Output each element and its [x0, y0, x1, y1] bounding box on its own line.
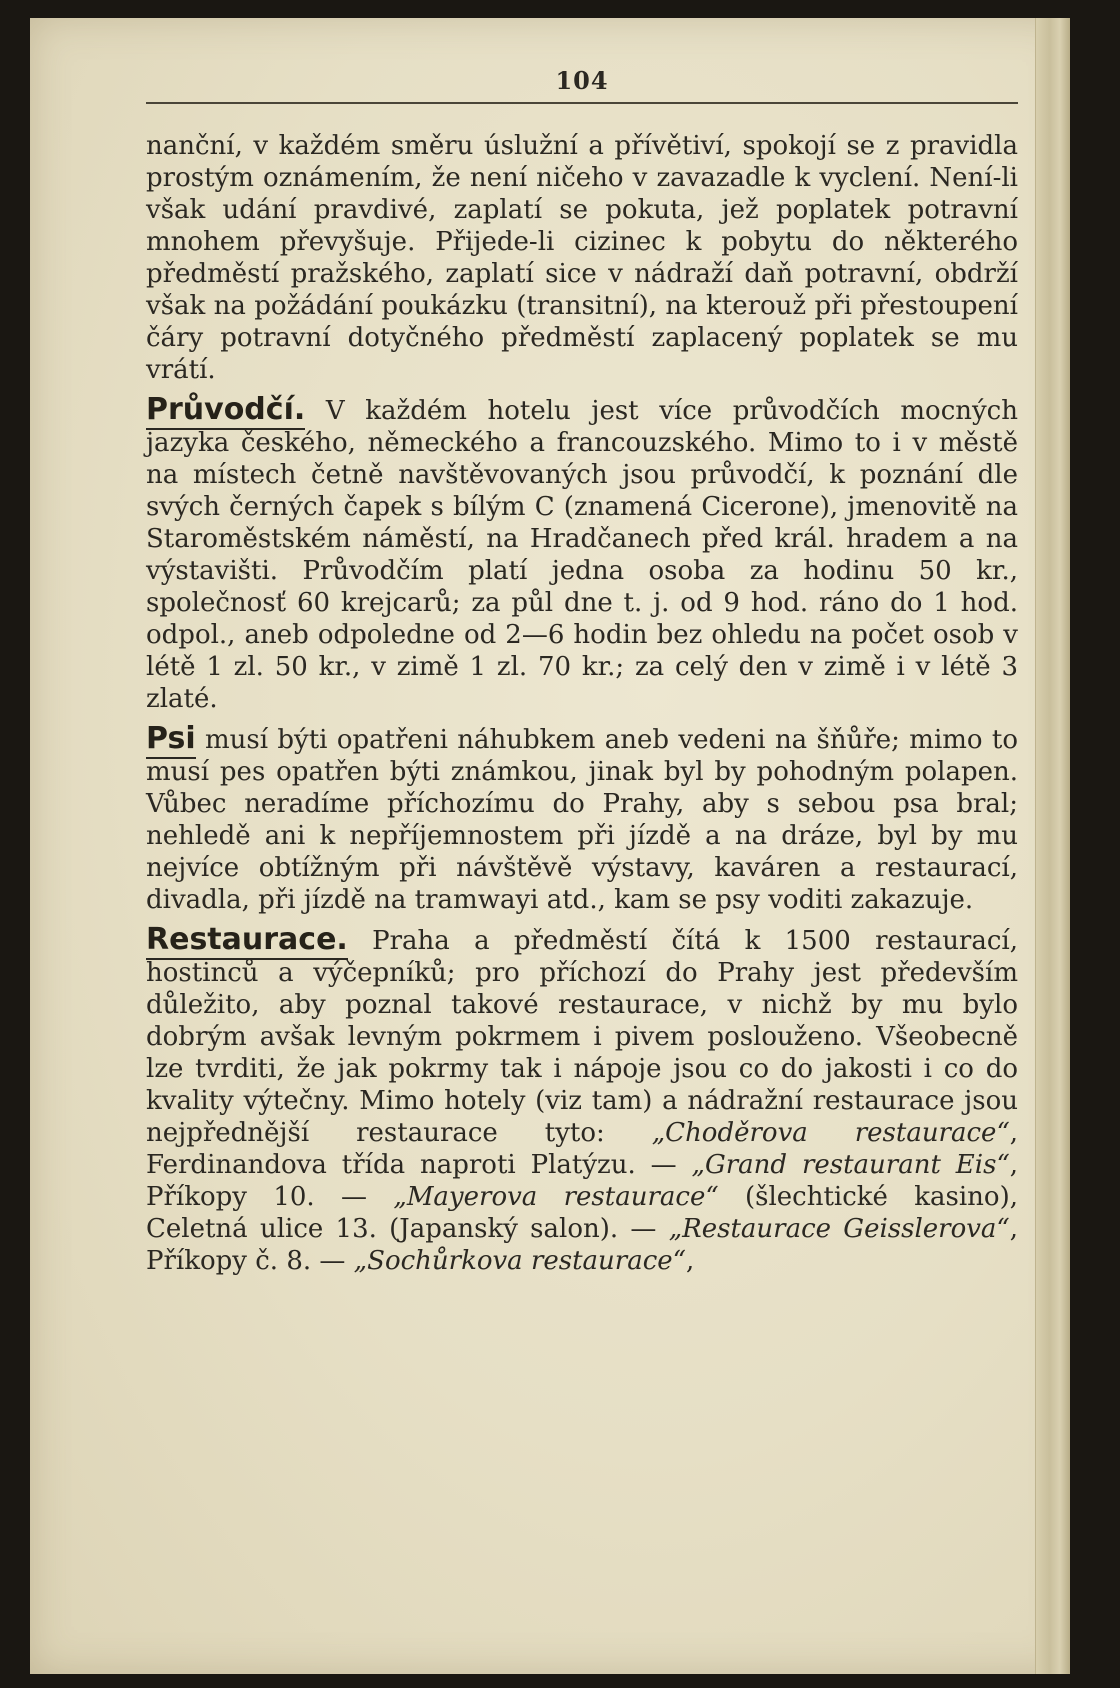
restaurant-name: „Sochůrkova restaurace“ [353, 1246, 686, 1276]
restaurant-name: „Restaurace Geisslerova“ [668, 1214, 1010, 1244]
section-heading-guides: Průvodčí. [146, 392, 305, 430]
paragraph-text-part: Praha a předměstí čítá k 1500 restaurací, hostinců a výčepníků; pro příchozí do Prahy jest především důležito, aby poznal takové restaurace, v nichž by mu bylo dobrým avšak levným pokrmem i pivem poslouženo. Všeobecně lze tvrditi, že jak pokrmy tak i nápoje jsou co do jakosti i co do kvality výtečny. Mimo hotely (viz tam) a nádražní restaurace jsou nejpřednější restaurace tyto: [146, 926, 1019, 1148]
restaurant-name: „Grand restaurant Eis“ [691, 1150, 1010, 1180]
paragraph-restaurants [146, 924, 1018, 1277]
paragraph-dogs [146, 723, 1018, 916]
page-content [146, 66, 1018, 1277]
paragraph-guides [146, 394, 1018, 715]
paragraph-text: V každém hotelu jest více průvodčích mocných jazyka českého, německého a francouzského. Mimo to i v městě na místech četně navštěvovaných jsou průvodčí, k poznání dle svých černých čapek s bílým C (znamená Cicerone), jmenovitě na Staroměstském náměstí, na Hradčanech před král. hradem a na výstavišti. Průvodčím platí jedna osoba za hodinu 50 kr., společnosť 60 krejcarů; za půl dne t. j. od 9 hod. ráno do 1 hod. odpol., aneb odpoledne od 2—6 hodin bez ohledu na počet osob v létě 1 zl. 50 kr., v zimě 1 zl. 70 kr.; za celý den v zimě i v létě 3 zlaté. [146, 396, 1018, 714]
paragraph-text: musí býti opatřeni náhubkem aneb vedeni na šňůře; mimo to musí pes opatřen býti známkou, jinak byl by pohodným polapen. Vůbec neradíme příchozímu do Prahy, aby s sebou psa bral; nehledě ani k nepříjemnostem při jízdě a na dráze, byl by mu nejvíce obtížným při návštěvě výstavy, kaváren a restaurací, divadla, při jízdě na tramwayi atd., kam se psy voditi zakazuje. [146, 725, 1019, 915]
section-heading-dogs: Psi [146, 721, 196, 759]
paragraph-text-part: , [685, 1246, 695, 1276]
section-heading-restaurants: Restaurace. [146, 922, 348, 960]
paragraph-text-part: , Ferdinandova třída naproti Platýzu. — [146, 1118, 1018, 1180]
restaurant-name: „Choděrova restaurace“ [651, 1118, 1010, 1148]
paragraph-text: nanční, v každém směru úslužní a přívětiví, spokojí se z pravidla prostým oznámením, že není ničeho v zavazadle k vyclení. Není-li však udání pravdivé, zaplatí se pokuta, jež poplatek potravní mnohem převyšuje. Přijede-li cizinec k pobytu do některého předměstí pražského, zaplatí sice v nádraží daň potravní, obdrží však na požádání poukázku (transitní), na kterouž při přestoupení čáry potravní dotyčného předměstí zaplacený poplatek se mu vrátí. [146, 131, 1018, 385]
paragraph-customs [146, 130, 1018, 386]
paragraph-text-part: , Příkopy 10. — [146, 1150, 1019, 1212]
page-number: 104 [555, 66, 609, 95]
book-page [30, 18, 1070, 1674]
restaurant-name: „Mayerova restaurace“ [393, 1182, 719, 1212]
paragraph-text-part: , Příkopy č. 8. — [146, 1214, 1018, 1276]
header-rule [146, 102, 1018, 104]
paragraph-text-part: (šlechtické kasino), Celetná ulice 13. (Japanský salon). — [146, 1182, 1018, 1244]
page-gutter [1035, 18, 1070, 1674]
